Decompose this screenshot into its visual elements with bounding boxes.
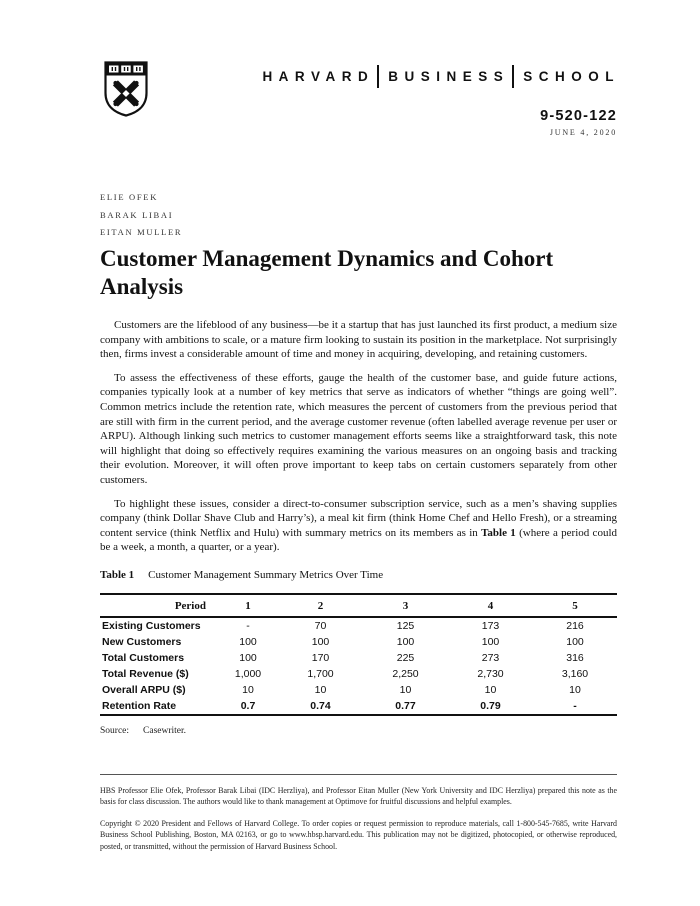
table-cell: 225 xyxy=(396,651,415,664)
table-cell: 10 xyxy=(242,683,254,696)
author-name: BARAK LIBAI xyxy=(100,209,174,220)
paragraph-3 xyxy=(100,497,617,555)
col-header-5: 5 xyxy=(572,599,578,612)
table-cell: 10 xyxy=(314,683,327,696)
row-label: New Customers xyxy=(102,635,182,648)
footnote-copyright: Copyright © 2020 President and Fellows of Harvard College. To order copies or request permission to reproduce materials, call 1-800-545-7685, write Harvard Business School Publishing, Boston, MA 02163, or go to www.hbsp.harvard.edu. This publication may not be digitized, photocopied, or otherwise reproduced, posted, or transmitted, without the permission of Harvard Business School. xyxy=(100,818,617,851)
table-cell: 100 xyxy=(396,635,415,648)
paragraph-3-text-end: (where a period could be a week, a month, a quarter, or a year). xyxy=(100,526,617,554)
col-header-1: 1 xyxy=(245,599,251,612)
case-date: JUNE 4, 2020 xyxy=(549,128,617,137)
col-header-4: 4 xyxy=(487,599,494,612)
case-id-block xyxy=(540,108,617,137)
table-row xyxy=(100,666,617,682)
metrics-table xyxy=(100,593,617,716)
table-row xyxy=(100,650,617,666)
hbs-shield-icon xyxy=(103,60,149,118)
table-caption xyxy=(100,569,617,581)
paragraph-2: To assess the effectiveness of these efforts, gauge the health of the customer base, and guide future actions, companies typically look at a number of key metrics that serve as indicators of whether “things are going well”. Common metrics include the retention rate, which measures the percent of customers from the previous period that are still with firm in the current period, and the average customer revenue (often labelled average revenue per user or ARPU). Although linking such metrics to customer management efforts seems like a straightforward task, this note will highlight that doing so effectively requires examining the various measures on an ongoing basis and tracking their evolution. Moreover, it will often prove important to keep tabs on certain customers separately from other customers. xyxy=(100,371,617,486)
table-header-row xyxy=(100,594,617,617)
table-cell: 2,730 xyxy=(477,667,504,680)
table-cell: 100 xyxy=(481,635,500,648)
table-cell: 10 xyxy=(399,683,412,696)
col-header-period: Period xyxy=(174,599,206,612)
table-caption-text: Customer Management Summary Metrics Over Time xyxy=(148,568,384,581)
table-cell: 0.74 xyxy=(310,699,331,712)
wordmark-divider xyxy=(512,65,514,88)
table-1-reference: Table 1 xyxy=(481,526,516,539)
source-label: Source: xyxy=(100,725,130,736)
row-label: Retention Rate xyxy=(102,699,177,712)
table-cell: 2,250 xyxy=(392,667,419,680)
table-cell: 100 xyxy=(311,635,330,648)
table-row xyxy=(100,682,617,698)
table-cell: 10 xyxy=(569,683,581,696)
table-row xyxy=(100,634,617,650)
wordmark-harvard: HARVARD xyxy=(262,69,375,84)
paragraph-1: Customers are the lifeblood of any business—be it a startup that has just launched its first product, a medium size company with ambitions to scale, or a mature firm looking to sustain its position in the marketplace. Not surprisingly then, firms invest a considerable amount of time and money in acquiring, developing, and retaining customers. xyxy=(100,319,617,361)
table-cell: 100 xyxy=(566,635,584,648)
table-cell: 273 xyxy=(481,651,500,664)
table-body xyxy=(100,617,617,715)
row-label: Overall ARPU ($) xyxy=(102,683,186,696)
table-cell: 100 xyxy=(239,635,257,648)
wordmark-divider xyxy=(377,65,379,88)
footer xyxy=(100,774,617,862)
source-text: Casewriter. xyxy=(143,725,187,736)
table-cell: 0.7 xyxy=(240,699,256,712)
col-header-2: 2 xyxy=(317,599,324,612)
case-title: Customer Management Dynamics and Cohort Analysis xyxy=(100,246,554,299)
wordmark-school: SCHOOL xyxy=(523,69,620,84)
table-row xyxy=(100,698,617,715)
author-list xyxy=(100,192,182,245)
table-cell: 1,000 xyxy=(234,667,262,680)
table-cell: - xyxy=(246,619,250,632)
author-name: ELIE OFEK xyxy=(100,192,159,202)
table-cell: 3,160 xyxy=(561,667,589,680)
source-line xyxy=(100,726,617,736)
body-column xyxy=(100,318,617,736)
table-caption-label: Table 1 xyxy=(100,568,135,581)
table-cell: - xyxy=(573,699,577,712)
case-number: 9-520-122 xyxy=(540,108,617,124)
table-cell: 216 xyxy=(566,619,584,632)
table-cell: 70 xyxy=(314,619,327,632)
row-label: Existing Customers xyxy=(102,619,201,632)
row-label: Total Customers xyxy=(102,651,185,664)
table-cell: 173 xyxy=(481,619,500,632)
hbs-shield-logo xyxy=(103,60,149,118)
table-cell: 100 xyxy=(239,651,257,664)
table-cell: 125 xyxy=(396,619,415,632)
row-label: Total Revenue ($) xyxy=(102,667,189,680)
table-cell: 0.77 xyxy=(395,699,416,712)
paragraph-3-text: To highlight these issues, consider a direct-to-consumer subscription service, such as a men’s shaving supplies company (think Dollar Shave Club and Harry’s), a meal kit firm (think Home Chef and Hello Fresh), or a streaming content service (think Netflix and Hulu) with summary metrics on its members as in xyxy=(100,497,617,539)
table-row xyxy=(100,617,617,634)
table-cell: 316 xyxy=(566,651,584,664)
author-name: EITAN MULLER xyxy=(100,227,183,237)
col-header-3: 3 xyxy=(402,599,409,612)
table-cell: 10 xyxy=(484,683,497,696)
hbs-wordmark xyxy=(262,65,620,88)
table-cell: 1,700 xyxy=(307,667,334,680)
table-cell: 0.79 xyxy=(480,699,501,712)
wordmark-business: BUSINESS xyxy=(388,69,510,84)
table-cell: 170 xyxy=(311,651,330,664)
footnote-attribution: HBS Professor Elie Ofek, Professor Barak Libai (IDC Herzliya), and Professor Eitan Muller (New York University and IDC Herzliya) prepared this note as the basis for class discussion. The authors would like to thank management at Optimove for fruitful discussions and helpful examples. xyxy=(100,786,617,807)
